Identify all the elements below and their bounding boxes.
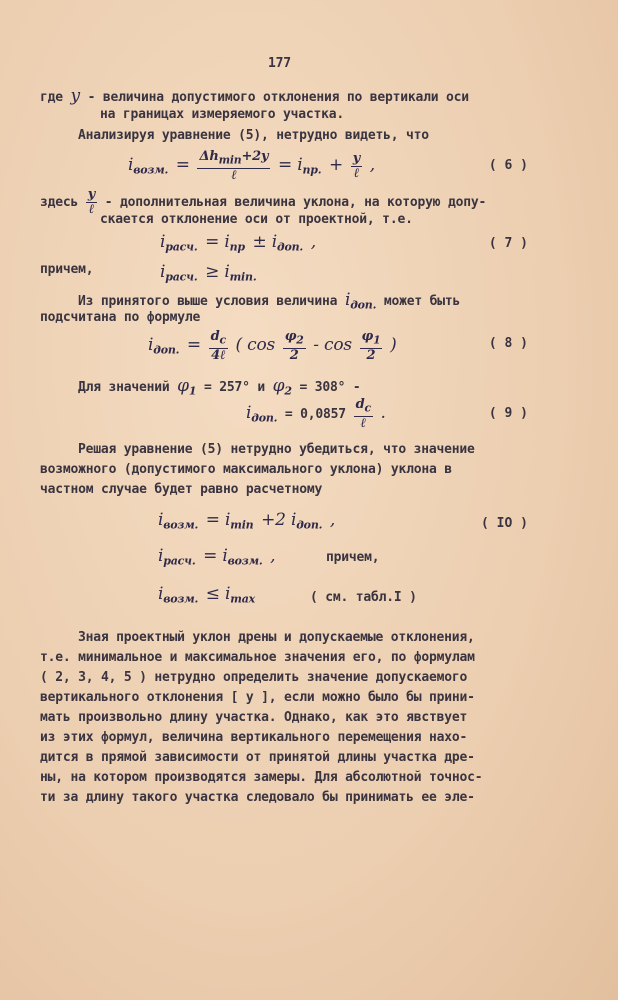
equation-number-9: ( 9 ) — [488, 406, 528, 421]
equation-6: $i_{возм.}$ = $\frac{\Delta h_{min}+2y}{\text{ℓ}}$ = $i_{пр.}$ + $\frac{y}{\text{ℓ}}$ , — [128, 149, 375, 183]
text-line-p3-3: ( 2, 3, 4, 5 ) нетрудно определить значение допускаемого — [40, 670, 468, 685]
text-line-p3-4: вертикального отклонения [ y ], если можно было бы прини- — [40, 690, 475, 705]
text-line-10: подсчитана по формуле — [40, 310, 201, 325]
eq-sub: доп. — [350, 298, 377, 312]
eq-sym: i — [158, 584, 164, 604]
word: может быть — [383, 294, 461, 309]
equation-number-10: ( IO ) — [481, 516, 528, 531]
eq-den: 2 — [289, 347, 299, 363]
fraction — [209, 330, 228, 363]
word: = 308° - — [299, 380, 361, 395]
eq-sub: max — [230, 592, 255, 606]
fraction — [351, 152, 362, 181]
eq-sym: i — [158, 546, 164, 566]
text-line-p3-2: т.е. минимальное и максимальное значения его, по формулам — [40, 650, 475, 665]
eq-sym: - cos — [313, 334, 352, 355]
eq-sub: пр — [229, 240, 245, 254]
text-line-8: причем, — [40, 262, 94, 277]
eq-sym: = i — [277, 154, 303, 175]
eq-sym: i — [246, 402, 252, 423]
eq-sub: возм. — [163, 518, 199, 532]
text-line-p3-1: Зная проектный уклон дрены и допускаемые отклонения, — [78, 630, 475, 645]
eq-sym: φ — [284, 329, 297, 344]
eq-sym: i — [148, 334, 154, 355]
eq-den: ℓ — [88, 202, 95, 217]
eq-sub: 1 — [188, 384, 197, 398]
text-line-p2-1: Решая уравнение (5) нетрудно убедиться, что значение — [78, 442, 475, 457]
eq-sub: пр. — [302, 163, 322, 177]
eq-sym: φ — [272, 376, 285, 396]
eq-sym: = i — [205, 510, 231, 530]
eq-sub: доп. — [153, 343, 180, 357]
text-line-p2-2: возможного (допустимого максимального уклона) уклона в — [40, 462, 452, 477]
eq-den: ℓ — [353, 165, 360, 181]
eq-sub: доп. — [277, 240, 304, 254]
eq-sym: d — [355, 397, 365, 412]
fraction — [354, 398, 373, 431]
equation-11-note: причем, — [326, 550, 380, 565]
symbol-y: y — [70, 86, 80, 106]
eq-sym: Δh — [199, 149, 219, 164]
word: Из принятого выше условия величина — [78, 294, 338, 309]
eq-sub: c — [364, 401, 371, 415]
eq-sym: φ — [177, 376, 189, 396]
eq-sub: min. — [229, 270, 257, 284]
page-number: 177 — [268, 56, 291, 71]
word: Для значений — [78, 380, 170, 395]
eq-sym: ≥ i — [205, 262, 230, 282]
equation-10: $i_{возм.} = i_{min} +2$ $i_{доп.}$ , — [158, 510, 336, 532]
eq-sym: +2y — [241, 149, 269, 164]
eq-sub: 2 — [296, 333, 304, 347]
text-line-p3-5: мать произвольно длину участка. Однако, как это явствует — [40, 710, 468, 725]
fraction — [360, 330, 383, 363]
word: здесь — [40, 195, 79, 210]
eq-den: ℓ — [231, 167, 237, 183]
word: = 257° и — [204, 380, 266, 395]
text-line-p3-6: из этих формул, величина вертикального перемещения нахо- — [40, 730, 468, 745]
text-line-p3-8: ны, на котором производятся замеры. Для абсолютной точнос- — [40, 770, 483, 785]
equation-7: $i_{расч.} = i_{пр} \pm i_{доп.}$ , — [160, 232, 316, 254]
text-line-p2-3: частном случае будет равно расчетному — [40, 482, 323, 497]
eq-sub: c — [219, 333, 226, 347]
word: где — [40, 90, 63, 105]
eq-sub: расч. — [165, 270, 198, 284]
eq-sub: расч. — [165, 240, 198, 254]
eq-den: 4ℓ — [211, 347, 226, 363]
text-line-2: на границах измеряемого участка. — [100, 107, 345, 122]
fraction — [86, 188, 97, 217]
text-line-9 — [78, 290, 460, 312]
text-line-6: скается отклонение оси от проектной, т.е. — [100, 212, 413, 227]
fraction — [283, 330, 306, 363]
text-line-p3-9: ти за длину такого участка следовало бы принимать ее эле- — [40, 790, 475, 805]
eq-sub: 1 — [373, 333, 381, 347]
eq-sub: min — [218, 153, 242, 167]
eq-value: = 0,0857 — [284, 406, 346, 422]
equation-12-note: ( см. табл.I ) — [310, 590, 417, 605]
eq-num: y — [87, 187, 96, 202]
eq-sym: = i — [203, 546, 228, 566]
eq-sym: ( cos — [235, 334, 276, 355]
equation-12 — [158, 584, 255, 606]
inequality-line — [160, 262, 256, 284]
eq-sym: i — [158, 510, 164, 530]
eq-sub: возм. — [163, 592, 199, 606]
equation-11: $i_{расч.} = i_{возм.}$ , — [158, 546, 276, 568]
eq-sub: расч. — [163, 554, 196, 568]
eq-sym: ) — [390, 334, 397, 355]
equation-number-7: ( 7 ) — [488, 236, 528, 251]
text-line-1 — [40, 86, 469, 106]
eq-sym: i — [160, 262, 166, 282]
fraction — [197, 150, 270, 183]
eq-sym: +2 i — [261, 510, 297, 530]
eq-sym: ± i — [252, 232, 278, 252]
eq-sub: min — [230, 518, 254, 532]
eq-sym: i — [160, 232, 166, 252]
eq-sub: доп. — [251, 411, 278, 425]
equation-number-6: ( 6 ) — [488, 158, 528, 173]
text-line-p3-7: дится в прямой зависимости от принятой длины участка дре- — [40, 750, 475, 765]
eq-sym: i — [344, 290, 351, 310]
equation-number-8: ( 8 ) — [488, 336, 528, 351]
eq-sym: φ — [361, 329, 374, 344]
word: - дополнительная величина уклона, на которую допу- — [104, 195, 487, 210]
eq-sym: = i — [205, 232, 230, 252]
eq-num: y — [352, 150, 361, 166]
eq-den: 2 — [366, 347, 376, 363]
eq-sub: 2 — [284, 384, 292, 398]
eq-den: ℓ — [360, 415, 366, 431]
eq-sub: возм. — [227, 554, 263, 568]
equation-8: $i_{доп.}$ = $\frac{d_c}{\text{4ℓ}}$ ( cos $\frac{\varphi_2}{2}$ - cos $\frac{\varphi_1}{2}$ ) — [148, 329, 397, 363]
word: - величина допустимого отклонения по вертикали оси — [87, 90, 469, 105]
text-line-3: Анализируя уравнение (5), нетрудно видеть, что — [78, 128, 429, 143]
eq-sym: d — [210, 329, 220, 344]
eq-sym: ≤ i — [205, 584, 231, 604]
equation-9: $i_{доп.} = 0,0857$ $\frac{d_c}{\text{ℓ}}$ . — [246, 397, 386, 431]
eq-sub: доп. — [296, 518, 323, 532]
eq-sub: возм. — [133, 163, 169, 177]
eq-sym: + — [329, 154, 344, 175]
text-line-12 — [78, 376, 361, 398]
eq-sym: i — [128, 154, 134, 175]
